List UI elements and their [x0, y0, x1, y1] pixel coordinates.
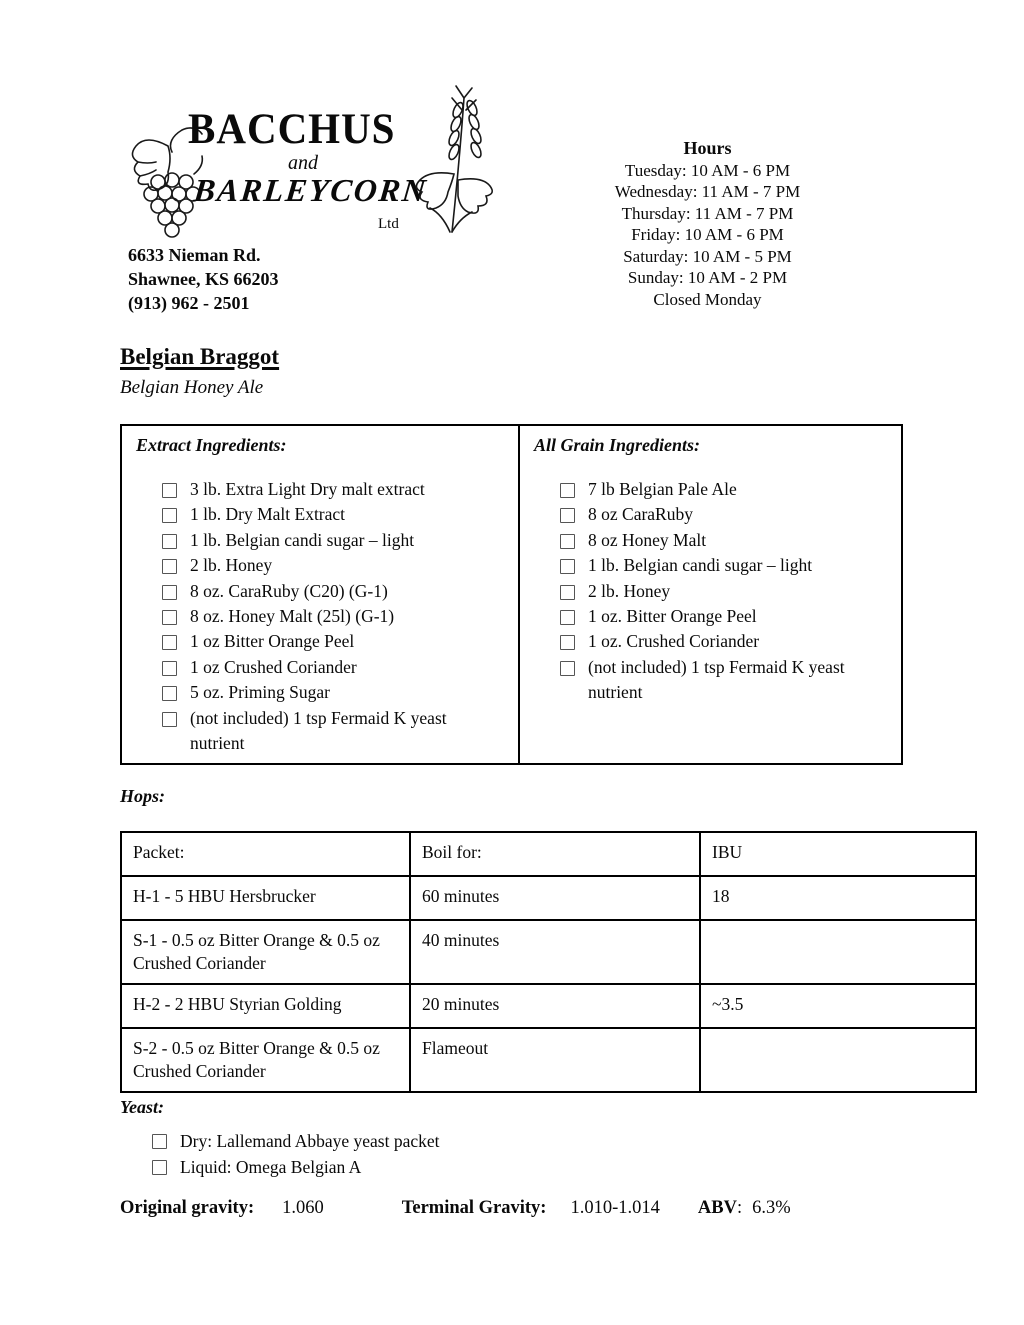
list-item [560, 629, 887, 654]
cell-packet: H-1 - 5 HBU Hersbrucker [121, 876, 410, 920]
ingredient-text: 8 oz. CaraRuby (C20) (G-1) [190, 580, 388, 601]
list-item [162, 604, 504, 629]
yeast-option-text: Dry: Lallemand Abbaye yeast packet [180, 1131, 440, 1151]
list-item [162, 502, 504, 527]
cell-boil: Flameout [410, 1028, 700, 1092]
ingredient-text: 8 oz CaraRuby [588, 504, 693, 525]
abv-value: 6.3% [752, 1198, 791, 1218]
recipe-subtitle: Belgian Honey Ale [120, 377, 264, 398]
all-grain-ingredients-list [534, 477, 887, 706]
ingredient-text: 7 lb Belgian Pale Ale [588, 479, 737, 499]
cell-boil: 60 minutes [410, 876, 700, 920]
cell-packet: S-2 - 0.5 oz Bitter Orange & 0.5 oz Crushed Coriander [121, 1028, 410, 1092]
ingredient-text: 1 oz Bitter Orange Peel [190, 631, 355, 652]
ingredient-text: 1 lb. Belgian candi sugar – light [190, 529, 415, 550]
ingredient-text: 2 lb. Honey [588, 580, 671, 601]
list-item [560, 502, 887, 527]
ingredient-text: 1 oz. Bitter Orange Peel [588, 606, 757, 627]
yeast-list [152, 1128, 439, 1180]
ingredient-text: 1 oz. Crushed Coriander [588, 631, 760, 652]
logo-ltd-text: Ltd [378, 216, 399, 232]
list-item [560, 553, 887, 578]
logo-barleycorn-text: BARLEYCORN [192, 172, 430, 208]
hops-table-header-row [121, 832, 976, 876]
checkbox-icon [560, 559, 575, 574]
ingredient-text: (not included) 1 tsp Fermaid K yeast nutrient [588, 656, 845, 703]
cell-boil: 40 minutes [410, 920, 700, 984]
list-item [162, 528, 504, 553]
list-item [560, 655, 887, 706]
list-item [162, 579, 504, 604]
table-row [121, 984, 976, 1028]
ingredient-text: 1 lb. Dry Malt Extract [190, 504, 346, 525]
checkbox-icon [560, 610, 575, 625]
extract-ingredients-section [122, 426, 518, 763]
checkbox-icon [162, 610, 177, 625]
recipe-title: Belgian Braggot [120, 344, 280, 369]
table-row [121, 920, 976, 984]
ingredient-text: 1 lb. Belgian candi sugar – light [588, 555, 813, 576]
ingredient-text: (not included) 1 tsp Fermaid K yeast nutrient [190, 707, 447, 754]
checkbox-icon [162, 635, 177, 650]
checkbox-icon [162, 483, 177, 498]
checkbox-icon [560, 483, 575, 498]
cell-packet: H-2 - 2 HBU Styrian Golding [121, 984, 410, 1028]
list-item [162, 680, 504, 705]
store-hours [585, 138, 830, 310]
table-row [121, 1028, 976, 1092]
hours-line: Wednesday: 11 AM - 7 PM [614, 182, 801, 201]
hops-heading: Hops: [120, 786, 165, 806]
list-item [162, 655, 504, 680]
logo-and-text: and [288, 152, 318, 174]
terminal-gravity-value: 1.010-1.014 [570, 1198, 660, 1218]
all-grain-ingredients-heading: All Grain Ingredients: [534, 435, 701, 455]
hours-line: Tuesday: 10 AM - 6 PM [624, 160, 791, 180]
hours-line: Friday: 10 AM - 6 PM [631, 225, 784, 244]
table-row [121, 876, 976, 920]
terminal-gravity-label: Terminal Gravity: [401, 1198, 547, 1218]
ingredient-text: 1 oz Crushed Coriander [190, 656, 357, 677]
gravity-stats [120, 1198, 791, 1219]
checkbox-icon [162, 508, 177, 523]
list-item [152, 1154, 439, 1180]
checkbox-icon [152, 1134, 167, 1149]
abv-colon: : [736, 1198, 743, 1218]
list-item [560, 579, 887, 604]
checkbox-icon [560, 635, 575, 650]
ingredient-text: 5 oz. Priming Sugar [190, 682, 330, 703]
column-header-boil: Boil for: [410, 832, 700, 876]
cell-boil: 20 minutes [410, 984, 700, 1028]
original-gravity-value: 1.060 [282, 1198, 324, 1218]
checkbox-icon [152, 1160, 167, 1175]
checkbox-icon [560, 585, 575, 600]
list-item [152, 1128, 439, 1154]
logo [128, 88, 498, 248]
yeast-option-text: Liquid: Omega Belgian A [180, 1157, 362, 1177]
hours-line: Closed Monday [653, 289, 762, 309]
cell-ibu [700, 1028, 976, 1092]
checkbox-icon [162, 661, 177, 676]
ingredient-text: 8 oz. Honey Malt (25l) (G-1) [190, 606, 395, 627]
hours-line: Thursday: 11 AM - 7 PM [621, 203, 794, 223]
yeast-heading: Yeast: [120, 1097, 164, 1117]
list-item [162, 706, 504, 757]
list-item [162, 629, 504, 654]
store-address [128, 243, 279, 315]
list-item [560, 528, 887, 553]
store-phone: (913) 962 - 2501 [128, 293, 250, 313]
address-line: Shawnee, KS 66203 [128, 269, 279, 289]
checkbox-icon [560, 661, 575, 676]
hours-title: Hours [683, 138, 732, 158]
hours-line: Saturday: 10 AM - 5 PM [623, 246, 792, 266]
ingredients-box [120, 424, 903, 765]
all-grain-ingredients-section [518, 426, 901, 763]
cell-ibu: ~3.5 [700, 984, 976, 1028]
checkbox-icon [162, 585, 177, 600]
cell-ibu: 18 [700, 876, 976, 920]
checkbox-icon [162, 712, 177, 727]
checkbox-icon [560, 534, 575, 549]
list-item [162, 553, 504, 578]
ingredient-text: 8 oz Honey Malt [588, 529, 707, 550]
extract-ingredients-list [136, 477, 504, 756]
abv-label: ABV [697, 1198, 737, 1218]
checkbox-icon [162, 559, 177, 574]
logo-bacchus-text: BACCHUS [188, 103, 396, 153]
ingredient-text: 3 lb. Extra Light Dry malt extract [190, 479, 425, 499]
checkbox-icon [162, 534, 177, 549]
checkbox-icon [560, 508, 575, 523]
list-item [560, 604, 887, 629]
hours-line: Sunday: 10 AM - 2 PM [627, 268, 788, 287]
address-line: 6633 Nieman Rd. [128, 245, 261, 265]
hops-table [120, 831, 977, 1093]
ingredient-text: 2 lb. Honey [190, 555, 273, 576]
original-gravity-label: Original gravity: [120, 1198, 255, 1218]
cell-packet: S-1 - 0.5 oz Bitter Orange & 0.5 oz Crushed Coriander [121, 920, 410, 984]
column-header-packet: Packet: [121, 832, 410, 876]
extract-ingredients-heading: Extract Ingredients: [136, 435, 287, 455]
cell-ibu [700, 920, 976, 984]
list-item [162, 477, 504, 502]
checkbox-icon [162, 686, 177, 701]
barley-wheat-icon [390, 84, 500, 236]
list-item [560, 477, 887, 502]
column-header-ibu: IBU [700, 832, 976, 876]
